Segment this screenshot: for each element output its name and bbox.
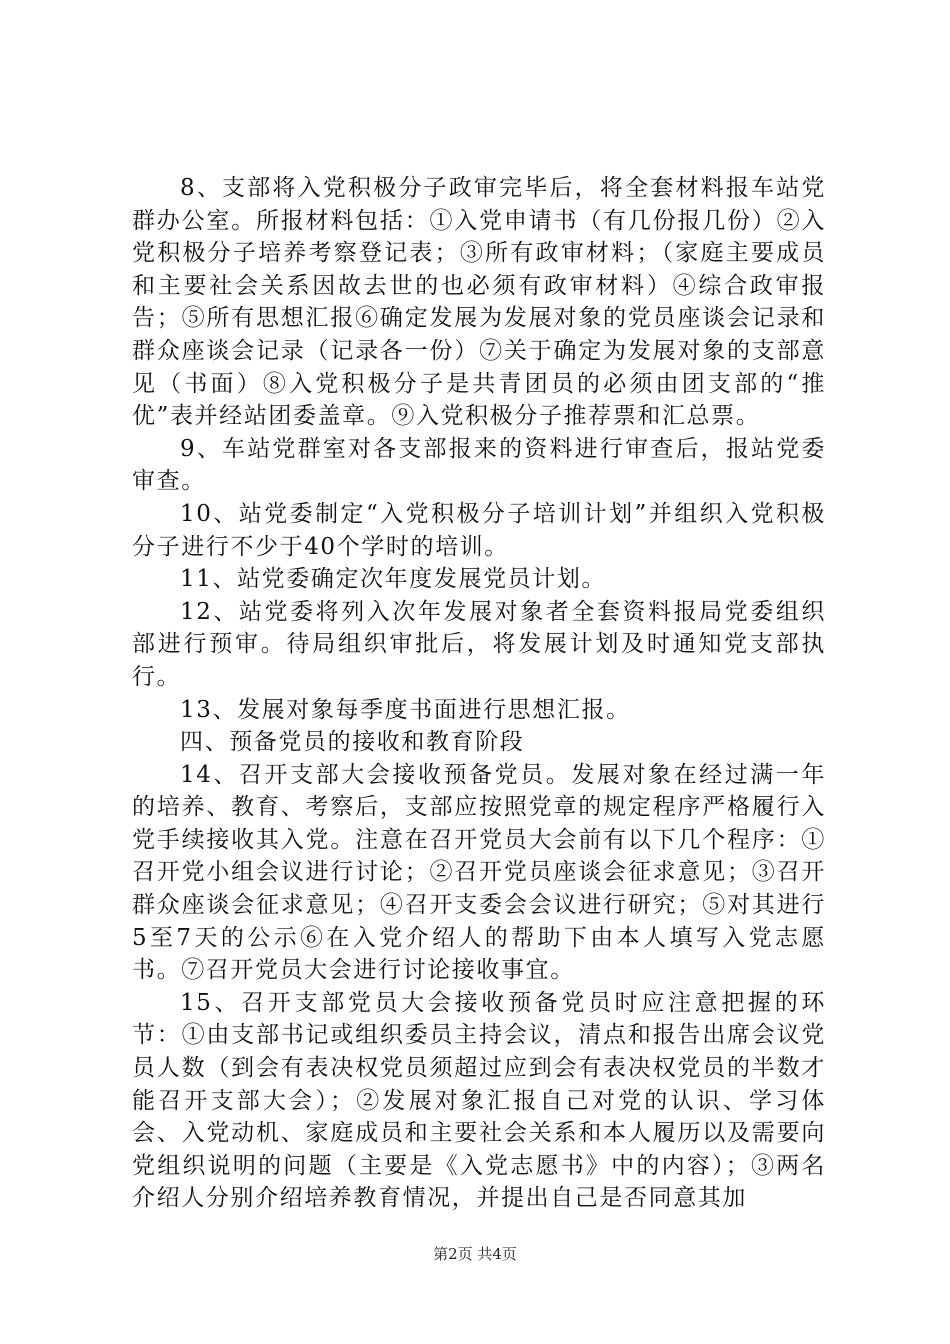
page-number-footer: 第2页 共4页 xyxy=(433,1245,517,1263)
paragraph-12: 12、站党委将列入次年发展对象者全套资料报局党委组织部进行预审。待局组织审批后，将发展计划及时通知党支部执行。 xyxy=(132,598,826,690)
paragraph-11: 11、站党委确定次年度发展党员计划。 xyxy=(180,566,607,593)
paragraph-8: 8、支部将入党积极分子政审完毕后，将全套材料报车站党群办公室。所报材料包括：①入党申请书（有几份报几份）②入党积极分子培养考察登记表；③所有政审材料；（家庭主要成员和主要社会关系因故去世的也必须有政审材料）④综合政审报告；⑤所有思想汇报⑥确定发展为发展对象的党员座谈会记录和群众座谈会记录（记录各一份）⑦关于确定为发展对象的支部意见（书面）⑧入党积极分子是共青团员的必须由团支部的“推优”表并经站团委盖章。⑨入党积极分子推荐票和汇总票。 xyxy=(132,175,826,430)
paragraph-13: 13、发展对象每季度书面进行思想汇报。 xyxy=(180,696,631,723)
paragraph-9: 9、车站党群室对各支部报来的资料进行审查后，报站党委审查。 xyxy=(132,435,826,495)
paragraph-14: 14、召开支部大会接收预备党员。发展对象在经过满一年的培养、教育、考察后，支部应按照党章的规定程序严格履行入党手续接收其入党。注意在召开党员大会前有以下几个程序：①召开党小组会议进行讨论；②召开党员座谈会征求意见；③召开群众座谈会征求意见；④召开支委会会议进行研究；⑤对其进行5至7天的公示⑥在入党介绍人的帮助下由本人填写入党志愿书。⑦召开党员大会进行讨论接收事宜。 xyxy=(132,761,826,984)
document-body xyxy=(132,172,826,1215)
paragraph-15: 15、召开支部党员大会接收预备党员时应注意把握的环节：①由支部书记或组织委员主持会议，清点和报告出席会议党员人数（到会有表决权党员须超过应到会有表决权党员的半数才能召开支部大会）；②发展对象汇报自己对党的认识、学习体会、入党动机、家庭成员和主要社会关系和本人履历以及需要向党组织说明的问题（主要是《入党志愿书》中的内容）；③两名介绍人分别介绍培养教育情况，并提出自己是否同意其加 xyxy=(132,989,826,1212)
section-heading-4: 四、预备党员的接收和教育阶段 xyxy=(180,729,525,756)
paragraph-10: 10、站党委制定“入党积极分子培训计划”并组织入党积极分子进行不少于40个学时的培训。 xyxy=(132,500,826,560)
